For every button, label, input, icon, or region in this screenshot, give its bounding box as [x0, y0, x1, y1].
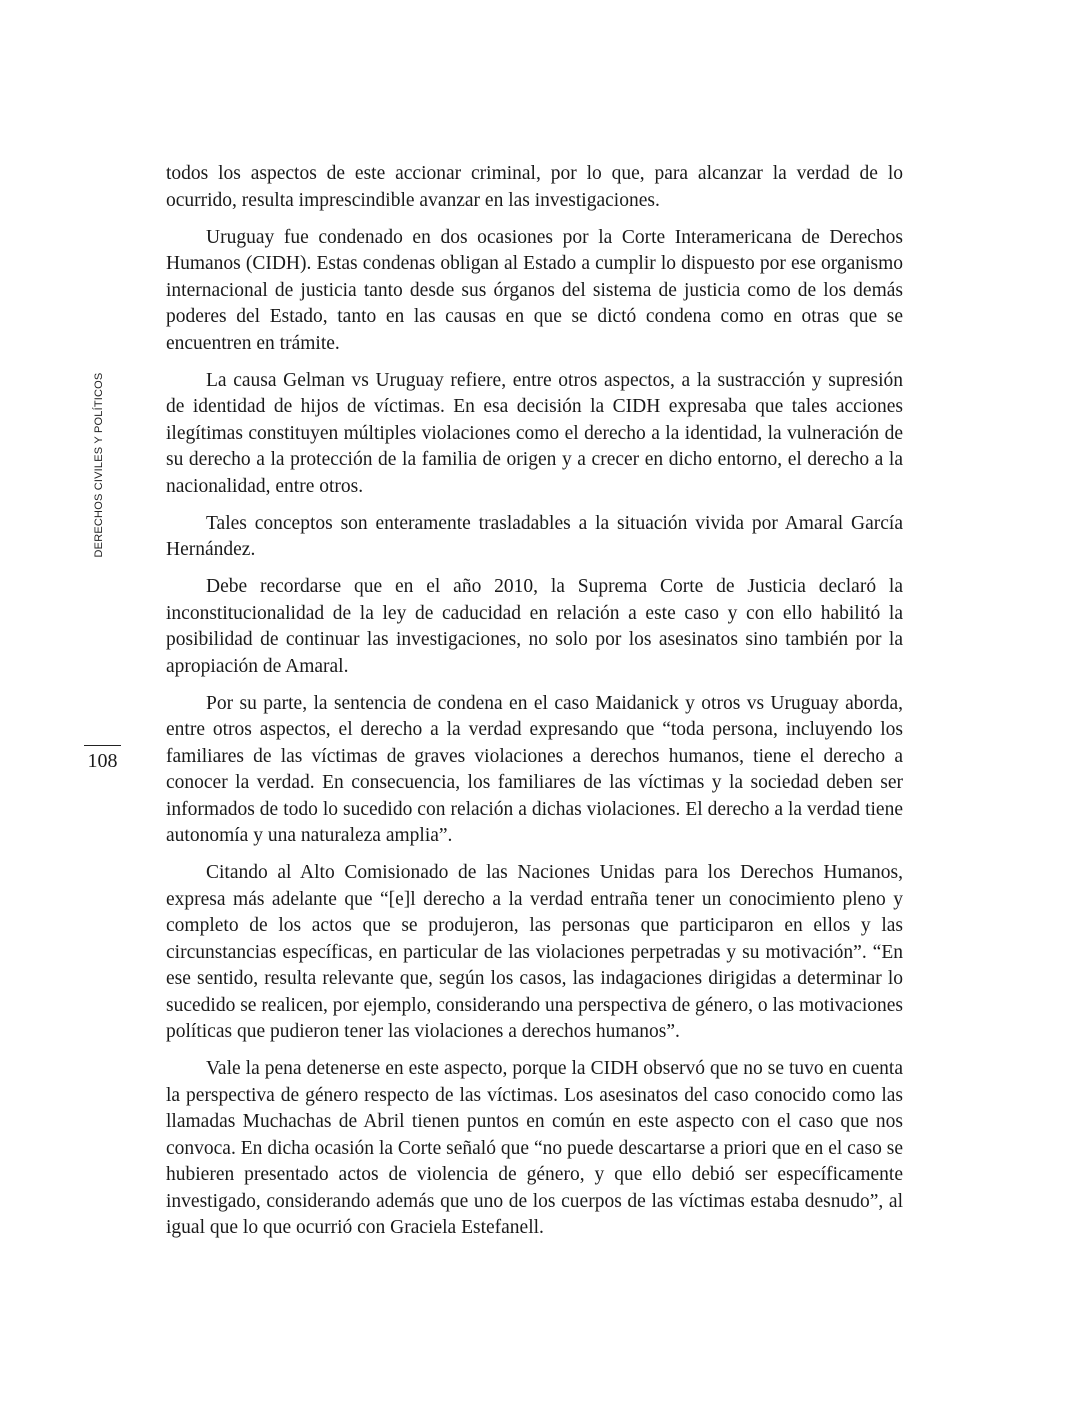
paragraph: Vale la pena detenerse en este aspecto, porque la CIDH observó que no se tuvo en cuenta la perspectiva de género respecto de las víctimas. Los asesinatos del caso conocido como las llamadas Muchachas de Abril tienen puntos en común en este aspecto con el caso que nos convoca. En dicha ocasión la Corte señaló que “no puede descartarse a priori que en el caso se hubieren presentado actos de violencia de género, y que ello debió ser específicamente investigado, considerando además que uno de los cuerpos de las víctimas estaba desnudo”, al igual que lo que ocurrió con Graciela Estefanell. — [166, 1058, 903, 1238]
paragraph: Tales conceptos son enteramente trasladables a la situación vivida por Amaral García Hernández. — [166, 512, 903, 560]
page-number-block — [84, 745, 121, 774]
paragraph: La causa Gelman vs Uruguay refiere, entre otros aspectos, a la sustracción y supresión de identidad de hijos de víctimas. En esa decisión la CIDH expresaba que tales acciones ilegítimas constituyen múltiples violaciones como el derecho a la identidad, la vulneración de su derecho a la protección de la familia de origen y a crecer en dicho entorno, el derecho a la nacionalidad, entre otros. — [166, 369, 903, 497]
paragraph: Uruguay fue condenado en dos ocasiones por la Corte Interamericana de Derechos Humanos (CIDH). Estas condenas obligan al Estado a cumplir lo dispuesto por ese organismo internacional de justicia tanto desde sus órganos del sistema de justicia como de los demás poderes del Estado, tanto en las causas en que se dictó condena como en otras que se encuentren en trámite. — [166, 226, 903, 354]
body-text — [166, 161, 903, 1252]
paragraph-continuation: todos los aspectos de este accionar criminal, por lo que, para alcanzar la verdad de lo ocurrido, resulta imprescindible avanzar en las investigaciones. — [166, 163, 903, 211]
page-number: 108 — [87, 750, 118, 772]
paragraph: Por su parte, la sentencia de condena en el caso Maidanick y otros vs Uruguay aborda, entre otros aspectos, el derecho a la verdad expresando que “toda persona, incluyendo los familiares de las víctimas de graves violaciones a derechos humanos, tiene el derecho a conocer la verdad. En consecuencia, los familiares de las víctimas y la sociedad deben ser informados de todo lo sucedido con relación a dichas violaciones. El derecho a la verdad tiene autonomía y una naturaleza amplia”. — [166, 692, 903, 846]
section-title-vertical: DERECHOS CIVILES Y POLÍTICOS — [93, 372, 105, 558]
paragraph: Debe recordarse que en el año 2010, la Suprema Corte de Justicia declaró la inconstitucionalidad de la ley de caducidad en relación a este caso y con ello habilitó la posibilidad de continuar las investigaciones, no solo por los asesinatos sino también por la apropiación de Amaral. — [166, 576, 903, 677]
paragraph: Citando al Alto Comisionado de las Naciones Unidas para los Derechos Humanos, expresa más adelante que “[e]l derecho a la verdad entraña tener un conocimiento pleno y completo de los actos que se produjeron, las personas que participaron en ellos y las circunstancias específicas, en particular de las violaciones perpetradas y su motivación”. “En ese sentido, resulta relevante que, según los casos, las indagaciones dirigidas a determinar lo sucedido se realicen, por ejemplo, considerando una perspectiva de género, o las motivaciones políticas que pudieron tener las violaciones a derechos humanos”. — [166, 862, 903, 1042]
